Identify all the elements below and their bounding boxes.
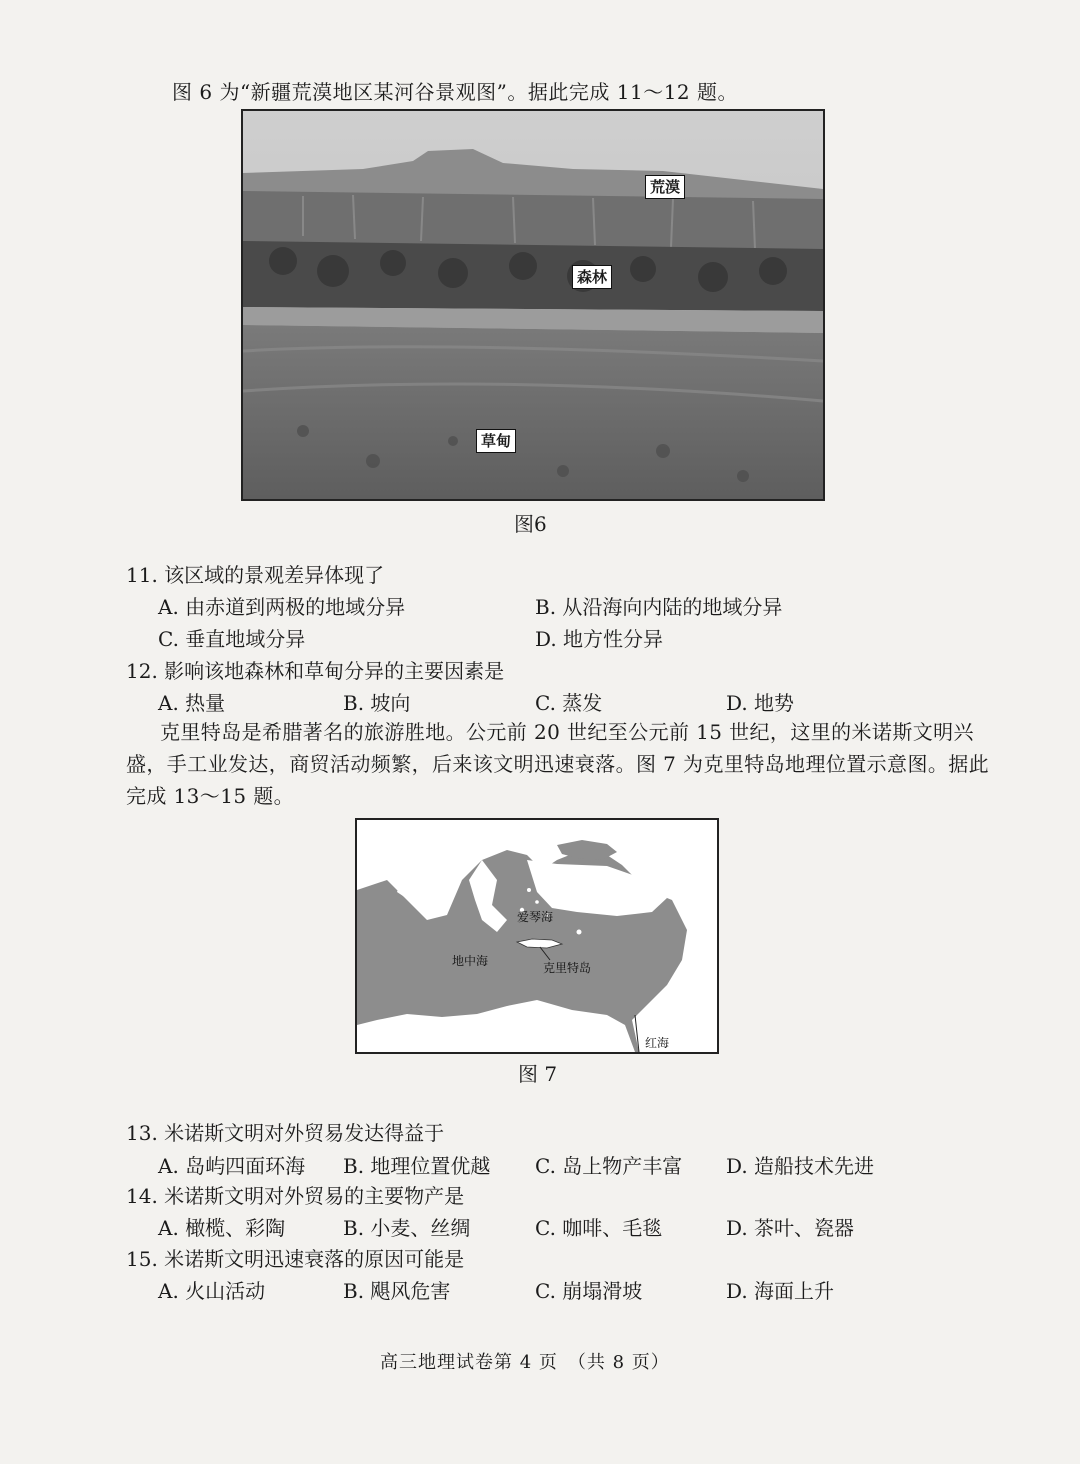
- section2-intro-line1: 克里特岛是希腊著名的旅游胜地。公元前 20 世纪至公元前 15 世纪，这里的米诺斯文明兴: [160, 720, 974, 744]
- question-11-option-c: C. 垂直地域分异: [158, 627, 306, 651]
- label-red-sea: 红海: [645, 1036, 670, 1050]
- question-13-stem: 13. 米诺斯文明对外贸易发达得益于: [126, 1121, 445, 1145]
- question-13-option-b: B. 地理位置优越: [343, 1154, 491, 1178]
- section2-intro-line2: 盛，手工业发达，商贸活动频繁，后来该文明迅速衰落。图 7 为克里特岛地理位置示意图。据此: [126, 752, 990, 776]
- question-13-option-c: C. 岛上物产丰富: [535, 1154, 683, 1178]
- question-12-option-a: A. 热量: [158, 691, 226, 715]
- figure7-caption: 图 7: [518, 1062, 558, 1086]
- question-15-option-b: B. 飓风危害: [343, 1279, 451, 1303]
- question-12-option-b: B. 坡向: [343, 691, 411, 715]
- question-14-option-a: A. 橄榄、彩陶: [158, 1216, 286, 1240]
- label-forest: 森林: [572, 265, 612, 289]
- question-11-option-d: D. 地方性分异: [535, 627, 664, 651]
- question-12-option-d: D. 地势: [726, 691, 795, 715]
- label-mediterranean-sea: 地中海: [452, 954, 489, 968]
- question-15-option-d: D. 海面上升: [726, 1279, 835, 1303]
- landscape-illustration: [243, 111, 823, 499]
- label-aegean-sea: 爱琴海: [517, 910, 554, 924]
- label-desert: 荒漠: [645, 175, 685, 199]
- question-14-stem: 14. 米诺斯文明对外贸易的主要物产是: [126, 1184, 465, 1208]
- question-15-stem: 15. 米诺斯文明迅速衰落的原因可能是: [126, 1247, 465, 1271]
- question-12-option-c: C. 蒸发: [535, 691, 603, 715]
- question-11-stem: 11. 该区域的景观差异体现了: [126, 563, 385, 587]
- question-13-option-d: D. 造船技术先进: [726, 1154, 875, 1178]
- figure6-caption: 图6: [514, 512, 547, 536]
- label-crete: 克里特岛: [543, 961, 592, 975]
- question-14-option-d: D. 茶叶、瓷器: [726, 1216, 855, 1240]
- crete-location-map: [355, 818, 719, 1054]
- valley-landscape-photo: [241, 109, 825, 501]
- question-15-option-a: A. 火山活动: [158, 1279, 266, 1303]
- question-14-option-c: C. 咖啡、毛毯: [535, 1216, 663, 1240]
- question-11-option-a: A. 由赤道到两极的地域分异: [158, 595, 406, 619]
- section1-intro: 图 6 为“新疆荒漠地区某河谷景观图”。据此完成 11～12 题。: [172, 80, 739, 104]
- mediterranean-map: [357, 820, 717, 1052]
- page-footer: 高三地理试卷第 4 页 （共 8 页）: [380, 1352, 670, 1373]
- question-12-stem: 12. 影响该地森林和草甸分异的主要因素是: [126, 659, 505, 683]
- question-13-option-a: A. 岛屿四面环海: [158, 1154, 306, 1178]
- question-14-option-b: B. 小麦、丝绸: [343, 1216, 471, 1240]
- section2-intro-line3: 完成 13～15 题。: [126, 784, 295, 808]
- question-15-option-c: C. 崩塌滑坡: [535, 1279, 643, 1303]
- question-11-option-b: B. 从沿海向内陆的地域分异: [535, 595, 783, 619]
- label-meadow: 草甸: [476, 429, 516, 453]
